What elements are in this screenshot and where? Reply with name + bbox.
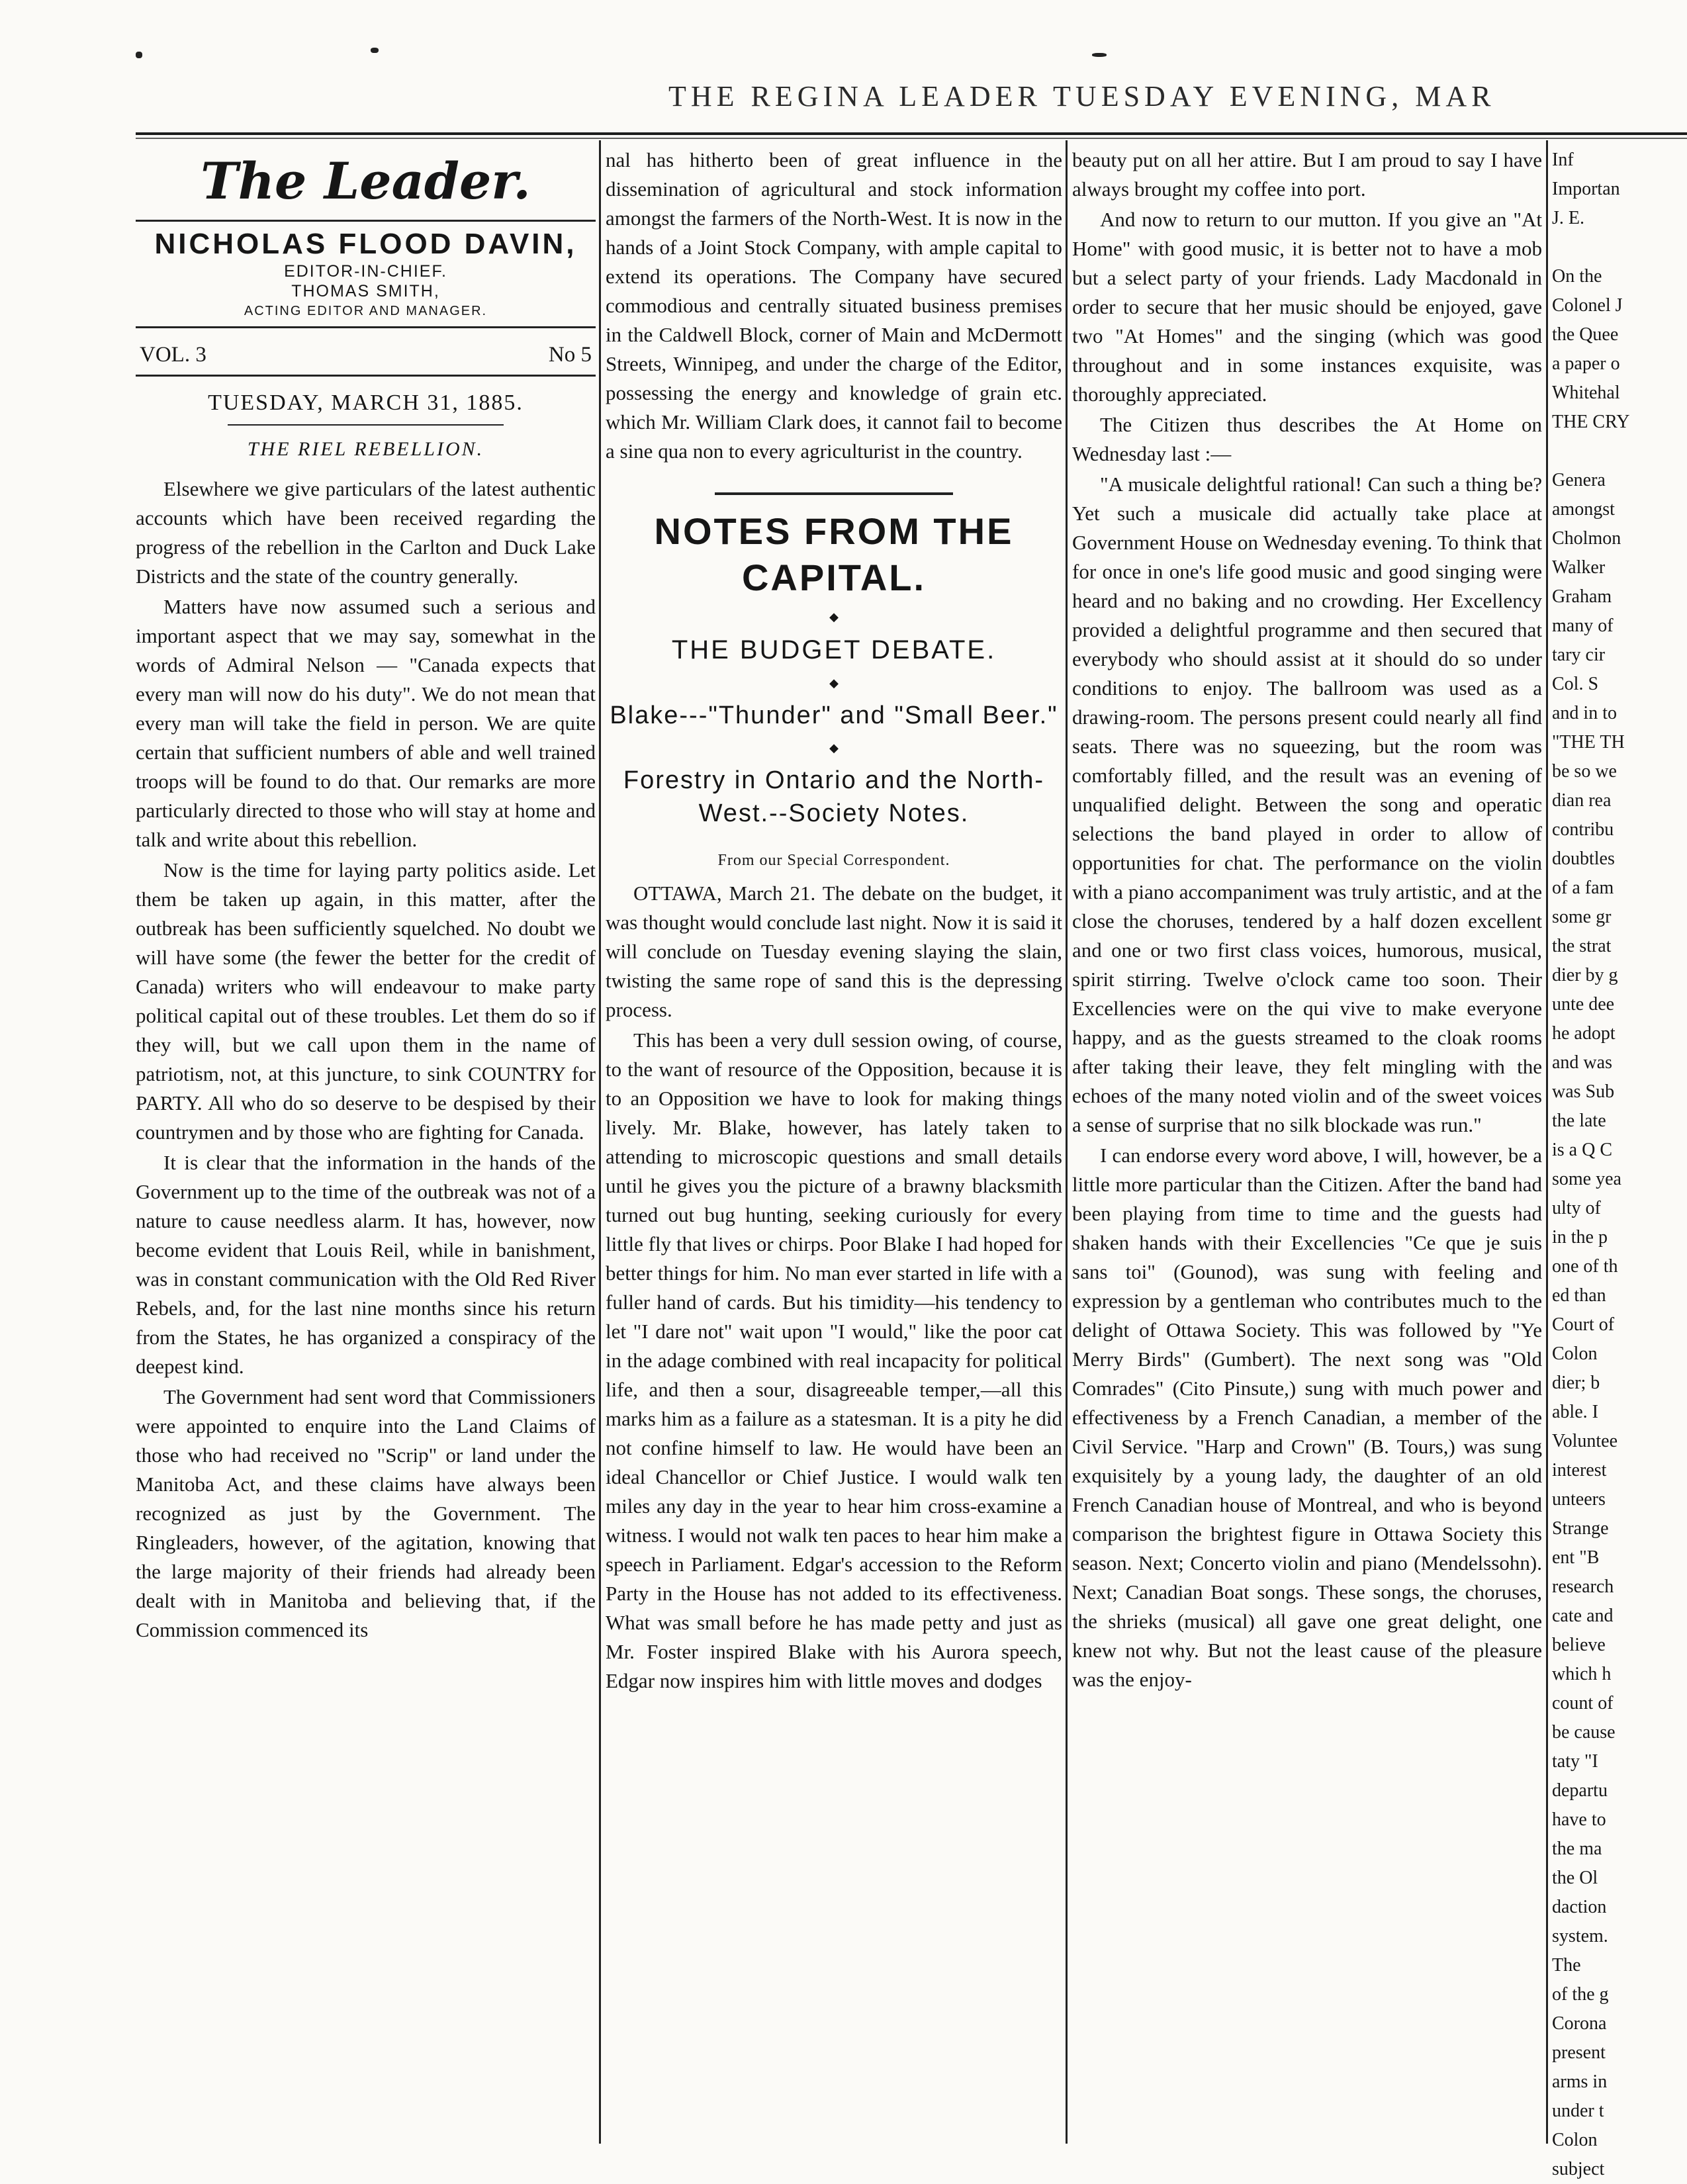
cropped-line: THE CRY [1552,412,1630,432]
diamond-ornament-icon: ◆ [829,741,839,754]
cropped-line: many of [1552,615,1614,636]
subhead-forestry: Forestry in Ontario and the North-West.--Society Notes. [623,766,1045,827]
cropped-line: daction [1552,1897,1607,1917]
paragraph: Elsewhere we give particulars of the latest authentic accounts which have been received regarding the progress of the rebellion in the Carlton and Duck Lake Districts and the state of the country generally. [136,477,596,588]
cropped-line: one of th [1552,1256,1618,1277]
cropped-line [1552,233,1687,262]
paragraph: Matters have now assumed such a serious and important aspect that we may say, somewhat in the words of Admiral Nelson — "Canada expects that every man will now do his duty". We do not mean that every man will take the field in person. We are quite certain that sufficient numbers of able and well trained troops will be found to do that. Our remarks are more particularly directed to those who will stay at home and talk and write about this rebellion. [136,595,596,851]
cropped-line: Colon [1552,2130,1598,2150]
masthead-title: The Leader. [201,152,531,210]
cropped-line: research [1552,1576,1614,1597]
cropped-line: have to [1552,1809,1606,1830]
cropped-line: Whitehal [1552,383,1620,403]
header-rule-thin [136,138,1687,139]
running-head: THE REGINA LEADER TUESDAY EVENING, MAR [668,80,1496,113]
cropped-line: the ma [1552,1839,1602,1859]
editor-name: NICHOLAS FLOOD DAVIN, [154,228,577,260]
cropped-line: ulty of [1552,1198,1601,1218]
column-1 [136,146,596,2151]
scan-speck [371,48,379,53]
cropped-line: arms in [1552,2071,1608,2092]
diamond-ornament-icon: ◆ [829,676,839,690]
scan-speck [1092,53,1107,57]
column-rule-1 [599,140,601,2144]
paragraph: And now to return to our mutton. If you give an "At Home" with good music, it is better not to have a mob but a select party of your friends. Lady Macdonald in order to secure that her music should be enjoyed, gave two "At Homes" and the singing (which was good throughout and in some instances exquisite, was thoroughly appreciated. [1072,208,1542,406]
cropped-line: The [1552,1955,1581,1976]
cropped-line: On the [1552,266,1602,287]
cropped-line: which h [1552,1664,1612,1684]
cropped-lines [1552,146,1687,2184]
cropped-line: tary cir [1552,645,1606,665]
cropped-line: Col. S [1552,674,1599,694]
masthead-rule [136,220,596,222]
cropped-line: Graham [1552,586,1612,607]
cropped-line: present [1552,2042,1606,2063]
correspondent-line: From our Special Correspondent. [717,852,950,869]
cropped-line: believe [1552,1635,1606,1655]
cropped-line: able. I [1552,1402,1598,1422]
cropped-line: dier by g [1552,965,1618,985]
volume-line [136,340,596,369]
cropped-line: Colon [1552,1343,1598,1364]
cropped-line: J. E. [1552,208,1584,228]
cropped-line: the strat [1552,936,1612,956]
volume: VOL. 3 [140,343,206,367]
cropped-line: under t [1552,2101,1604,2121]
column-3 [1072,146,1542,2151]
cropped-line: be so we [1552,761,1617,782]
cropped-line: Strange [1552,1518,1609,1539]
scan-speck [136,52,142,58]
column-2 [606,146,1062,2151]
paragraph: The Citizen thus describes the At Home on Wednesday last :— [1072,413,1542,465]
cropped-line: Cholmon [1552,528,1621,549]
paragraph: This has been a very dull session owing, of course, to the want of resource of the Opposition, because it is to an Opposition we have to look for making things lively. Mr. Blake, however, has lately taken to attending to microscopic questions and small details until he gives you the picture of a brawny blacksmith turned out bug hunting, seeking curiously for every little fly that lives or chirps. Poor Blake I had hoped for better things for him. No man ever started in life with a fuller hand of cards. But his timidity—his tendency to let "I dare not" wait upon "I would," like the poor cat in the adage combined with real incapacity for political life, and then a sour, disagreeable temper,—all this marks him as a failure as a statesman. It is a pity he did not confine himself to law. He would have been an ideal Chancellor or Chief Justice. I would walk ten miles any day in the year to hear him cross-examine a witness. I would not walk ten paces to hear him make a speech in Parliament. Edgar's accession to the Reform Party in the House has not added to its effectiveness. What was small before he has made petty and just as Mr. Foster inspired Blake with his Aurora speech, Edgar now inspires him with little moves and dodges [606,1028,1062,1692]
cropped-line: count of [1552,1693,1614,1713]
cropped-line: Court of [1552,1314,1615,1335]
masthead-rule-2 [136,326,596,328]
cropped-line: interest [1552,1460,1607,1480]
cropped-line: "THE TH [1552,732,1625,752]
cropped-line: be cause [1552,1722,1616,1743]
paragraph: I can endorse every word above, I will, however, be a little more particular than the Citizen. After the band had been playing from time to time and the guests had shaken hands with their Excellencies "Ce que je suis sans toi" (Gounod), was sung with feeling and expression by a gentleman who contributes much to the delight of Ottawa Society. This was followed by "Ye Merry Birds" (Gumbert). The next song was "Old Comrades" (Cito Pinsute,) sung with much power and effectiveness by a French Canadian, a member of the Civil Service. "Harp and Crown" (B. Tours,) was sung exquisitely by a young lady, the daughter of an old French Canadian house of Montreal, and who is beyond comparison the brightest figure in Ottawa Society this season. Next; Concerto violin and piano (Mendelssohn). Next; Canadian Boat songs. These songs, the choruses, the shrieks (musical) all gave one great delight, one knew not why. But not the least cause of the pleasure was the enjoy- [1072,1144,1542,1691]
volume-rule [136,375,596,377]
cropped-line: Corona [1552,2013,1607,2034]
paragraph: The Government had sent word that Commissioners were appointed to enquire into the Land Claims of those who had received no "Scrip" or land under the Manitoba Act, and these claims have always been recognized as just by the Government. The Ringleaders, however, of the agitation, knowing that the large majority of their friends had already been dealt with in Manitoba and believing that, if the Commission commenced its [136,1385,596,1641]
column-rule-2 [1066,140,1068,2144]
cropped-line: contribu [1552,819,1614,840]
cropped-line: he adopt [1552,1023,1616,1044]
cropped-line: in the p [1552,1227,1608,1248]
paragraph: Now is the time for laying party politics aside. Let them be taken up again, in this matter, after the outbreak has been sufficiently squelched. No doubt we will have some (the fewer the better for the credit of Canada) writers who will endeavour to make party political capital out of these troubles. Let them do so if they will, but we call upon them in the name of patriotism, not, at this juncture, to sink COUNTRY for PARTY. All who do so deserve to be despised by their countrymen and by those who are fighting for Canada. [136,858,596,1144]
paragraph: OTTAWA, March 21. The debate on the budget, it was thought would conclude last night. Now it is said it will conclude on Tuesday evening slaying the slain, twisting the same rope of sand this is the depressing process. [606,882,1062,1021]
cropped-line: ed than [1552,1285,1606,1306]
paragraph: It is clear that the information in the hands of the Government up to the time of the outbreak was not of a nature to cause needless alarm. It has, however, now become evident that Louis Reil, while in banishment, was in constant communication with the Old Red River Rebels, and, for the last nine months since his return from the States, he has organized a conspiracy of the deepest kind. [136,1151,596,1378]
cropped-line: the Ol [1552,1868,1598,1888]
cropped-line: subject [1552,2159,1605,2179]
cropped-line: a paper o [1552,353,1620,374]
cropped-line: Genera [1552,470,1606,490]
cropped-line: cate and [1552,1606,1614,1626]
cropped-line: system. [1552,1926,1608,1946]
cropped-line: the Quee [1552,324,1619,345]
article-title-riel: THE RIEL REBELLION. [247,438,484,460]
cropped-line: is a Q C [1552,1140,1612,1160]
paragraph: nal has hitherto been of great influence in the dissemination of agricultural and stock information amongst the farmers of the North-West. It is now in the hands of a Joint Stock Company, with ample capital to extend its operations. The Company have secured commodious and centrally situated business premises in the Caldwell Block, corner of Main and McDermott Streets, Winnipeg, and under the charge of the Editor, possessing the energy and knowledge of grain etc. which Mr. William Clark does, it cannot fail to become a sine qua non to every agriculturist in the country. [606,148,1062,463]
cropped-line: taty "I [1552,1751,1598,1772]
header-rule [136,132,1687,135]
column-4-cropped [1552,146,1687,2179]
cropped-line: departu [1552,1780,1608,1801]
manager-role: ACTING EDITOR AND MANAGER. [244,304,488,318]
cropped-line [1552,437,1687,466]
column-rule-3 [1546,140,1548,2144]
paragraph: beauty put on all her attire. But I am proud to say I have always brought my coffee into port. [1072,148,1542,201]
headline-rule [715,492,953,495]
editor-role: EDITOR-IN-CHIEF. [284,262,447,281]
cropped-line: of the g [1552,1984,1609,2005]
cropped-line: the late [1552,1111,1606,1131]
cropped-line: Walker [1552,557,1606,578]
cropped-line: Colonel J [1552,295,1623,316]
cropped-line: some yea [1552,1169,1621,1189]
cropped-line: and was [1552,1052,1612,1073]
manager-name: THOMAS SMITH, [291,282,440,300]
date-rule [228,424,504,426]
issue-date: TUESDAY, MARCH 31, 1885. [208,390,524,415]
subhead-budget-debate: THE BUDGET DEBATE. [671,635,997,664]
cropped-line: dier; b [1552,1373,1600,1393]
headline-notes-from-capital: NOTES FROM THE CAPITAL. [654,510,1014,598]
cropped-line: dian rea [1552,790,1612,811]
cropped-line: Importan [1552,179,1620,199]
cropped-line: ent "B [1552,1547,1600,1568]
cropped-line: some gr [1552,907,1612,927]
cropped-line: was Sub [1552,1081,1615,1102]
number: No 5 [548,343,592,367]
cropped-line: unteers [1552,1489,1606,1510]
subhead-blake: Blake---"Thunder" and "Small Beer." [610,702,1058,729]
cropped-line: and in to [1552,703,1617,723]
cropped-line: of a fam [1552,878,1614,898]
cropped-line: unte dee [1552,994,1615,1015]
cropped-line: amongst [1552,499,1615,520]
diamond-ornament-icon: ◆ [829,610,839,623]
paragraph: "A musicale delightful rational! Can such a thing be? Yet such a musicale did actually take place at Government House on Wednesday evening. To think that for once in one's life good music and good singing were heard and no baking and no crowding. Her Excellency provided a delightful programme and then secured that everybody who should assist at it should do so under conditions to enjoy. The ballroom was used as a drawing-room. The persons present could nearly all find seats. There was no squeezing, but the room was comfortably filled, and the result was an evening of unqualified delight. Between the song and operatic selections the band played in order to allow of opportunities for chat. The performance on the violin with a piano accompaniment was truly artistic, and at the close the choruses, tendered by a half dozen excellent and one or two first class voices, humorous, musical, spirit stirring. Twelve o'clock came too soon. Their Excellencies were on the qui vive to make everyone happy, and as the guests streamed to the cloak rooms after taking their leave, they felt mingling with the echoes of the many noted violin and of the sweet voices a sense of surprise that no silk blockade was run." [1072,473,1542,1136]
cropped-line: Inf [1552,150,1574,170]
cropped-line: Voluntee [1552,1431,1618,1451]
cropped-line: doubtles [1552,848,1615,869]
